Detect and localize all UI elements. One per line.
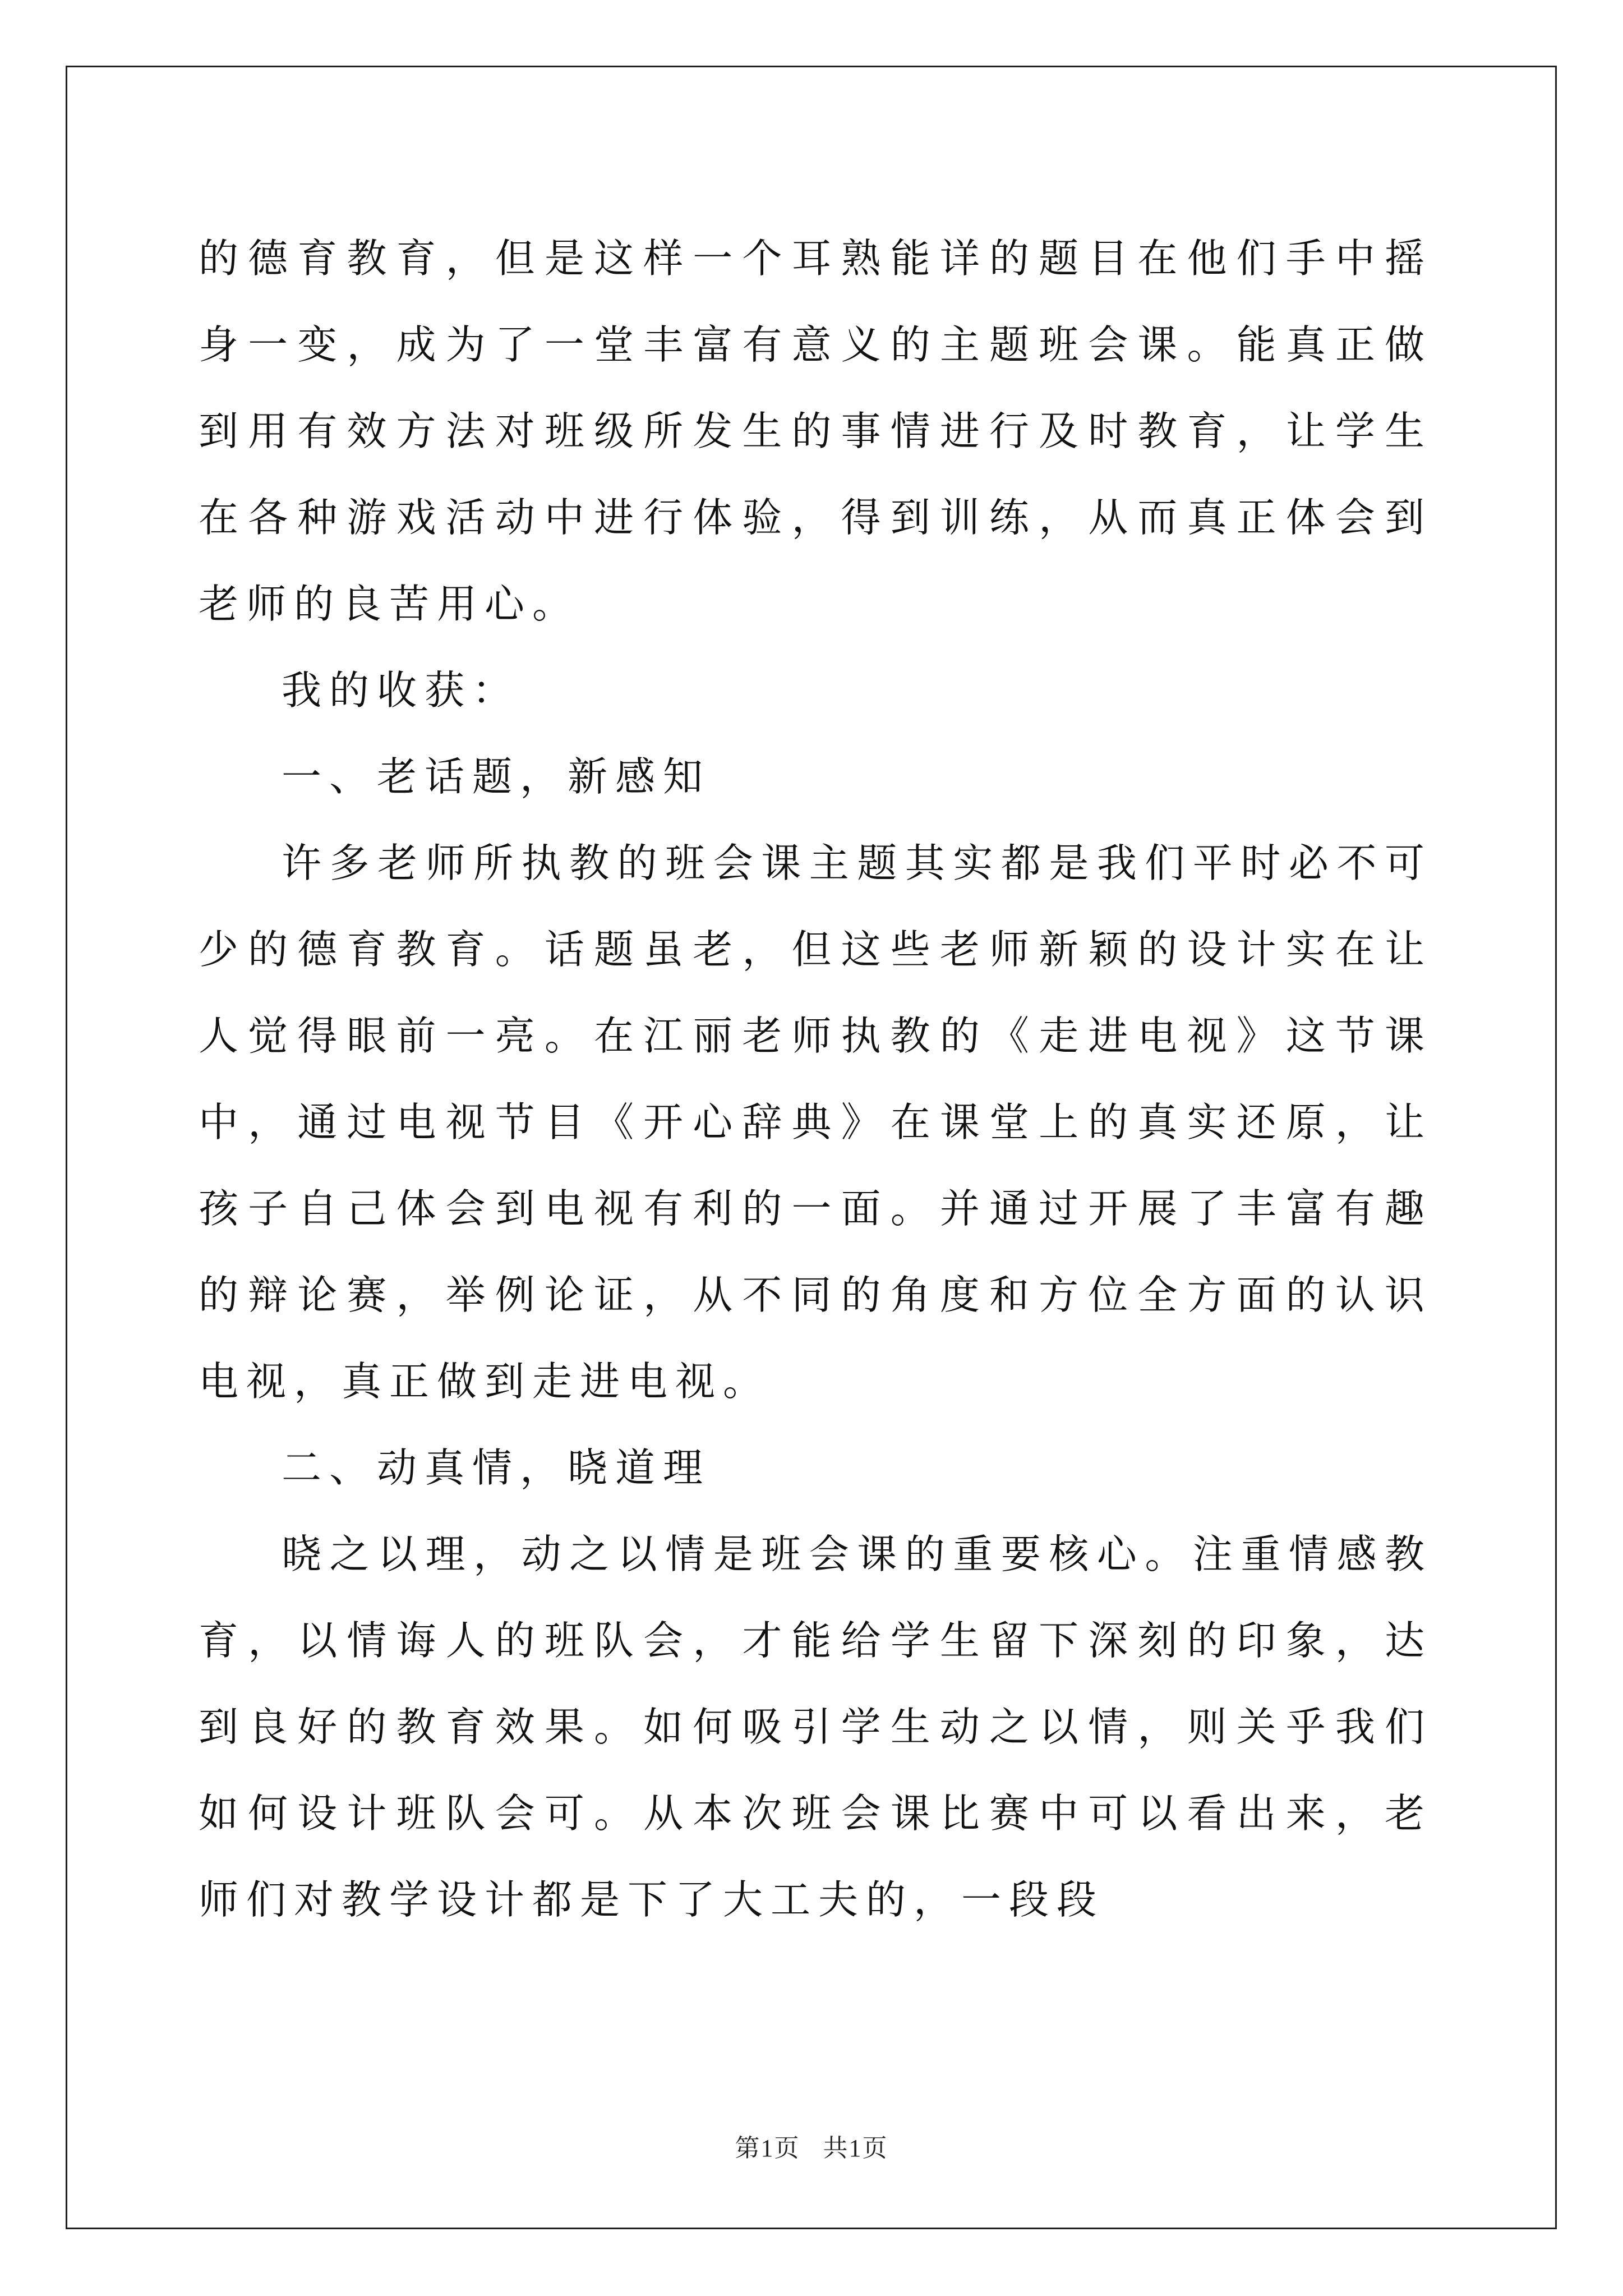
document-body: [199, 215, 1432, 1943]
heading-section-one: 一、老话题，新感知: [282, 753, 711, 800]
page-total: 共1页: [823, 2134, 888, 2162]
page-footer: [0, 2132, 1623, 2165]
paragraph-section-one: 许多老师所执教的班会课主题其实都是我们平时必不可少的德育教育。话题虽老，但这些老师新颖的设计实在让人觉得眼前一亮。在江丽老师执教的《走进电视》这节课中，通过电视节目《开心辞典》在课堂上的真实还原，让孩子自己体会到电视有利的一面。并通过开展了丰富有趣的辩论赛，举例论证，从不同的角度和方位全方面的认识电视，真正做到走进电视。: [199, 840, 1432, 1405]
heading-my-gains: 我的收获：: [282, 667, 520, 714]
page-number: 第1页: [735, 2134, 800, 2162]
paragraph-continuation: 的德育教育，但是这样一个耳熟能详的题目在他们手中摇身一变，成为了一堂丰富有意义的主题班会课。能真正做到用有效方法对班级所发生的事情进行及时教育，让学生在各种游戏活动中进行体验，得到训练，从而真正体会到老师的良苦用心。: [199, 235, 1432, 627]
paragraph-section-two: 晓之以理，动之以情是班会课的重要核心。注重情感教育，以情诲人的班队会，才能给学生留下深刻的印象，达到良好的教育效果。如何吸引学生动之以情，则关乎我们如何设计班队会可。从本次班会课比赛中可以看出来，老师们对教学设计都是下了大工夫的，一段段: [199, 1531, 1432, 1923]
heading-section-two: 二、动真情，晓道理: [282, 1444, 711, 1491]
